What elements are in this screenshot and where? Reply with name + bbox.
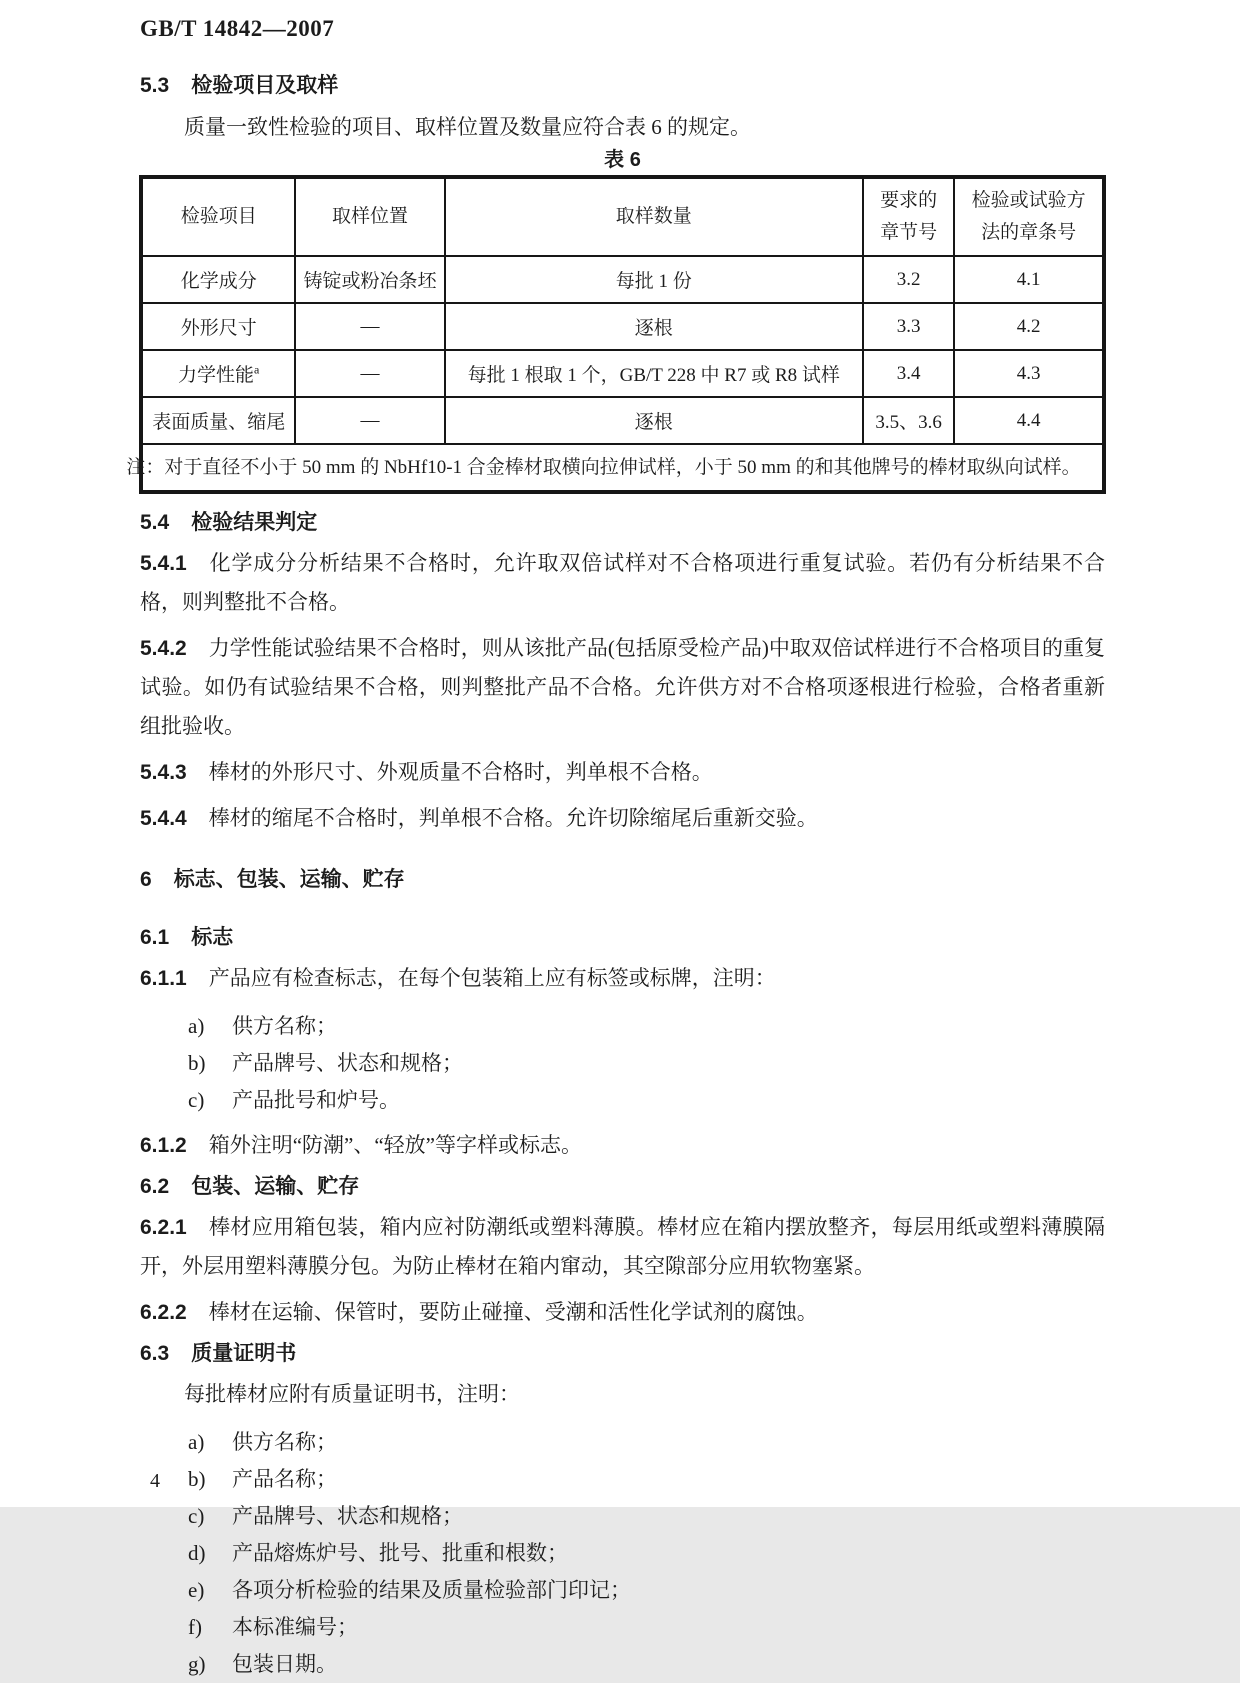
- list-label: e): [188, 1578, 205, 1602]
- list-label: a): [188, 1014, 205, 1038]
- clause-number: 6.1.1: [140, 967, 187, 990]
- cell-method: 4.3: [954, 350, 1103, 397]
- footnote-ref: a: [254, 362, 260, 377]
- clause-number: 5.4.3: [140, 761, 187, 784]
- cell-item: 力学性能$^a$: [142, 350, 296, 397]
- section-6-1-heading: [140, 924, 1105, 952]
- list-text: 产品名称；: [232, 1467, 337, 1491]
- table-caption: 表 6: [604, 149, 641, 171]
- page-number: 4: [150, 1470, 160, 1492]
- section-5-3-intro: 质量一致性检验的项目、取样位置及数量应符合表 6 的规定。: [184, 115, 751, 139]
- clause-number: 6.2: [140, 1175, 170, 1198]
- clause-text: 力学性能试验结果不合格时，则从该批产品(包括原受检产品)中取双倍试样进行不合格项目的重复试验。如仍有试验结果不合格，则判整批产品不合格。允许供方对不合格项逐根进行检验，合格者重新组批验收。: [140, 636, 1105, 738]
- clause-title: 检验结果判定: [191, 511, 318, 534]
- cell-requirement: 3.2: [863, 256, 954, 303]
- cell-quantity: 逐根: [445, 397, 863, 444]
- clause-text: 棒材在运输、保管时，要防止碰撞、受潮和活性化学试剂的腐蚀。: [208, 1300, 818, 1324]
- clause-5-4-2: [140, 629, 1105, 746]
- column-header-item: 检验项目: [142, 178, 296, 257]
- section-6-3-intro: 每批棒材应附有质量证明书，注明：: [184, 1382, 520, 1406]
- cell-method: 4.4: [954, 397, 1103, 444]
- column-header-requirement: 要求的 章节号: [863, 178, 954, 257]
- list-label: b): [188, 1051, 206, 1075]
- list-text: 本标准编号；: [232, 1615, 358, 1639]
- list-item: [140, 1609, 1105, 1646]
- list-item: [140, 1535, 1105, 1572]
- section-5-3-heading: [140, 72, 1105, 100]
- list-item: [140, 1461, 1105, 1498]
- clause-title: 包装、运输、贮存: [191, 1175, 360, 1198]
- list-label: c): [188, 1088, 205, 1112]
- list-item: [140, 1045, 1105, 1082]
- clause-text: 箱外注明“防潮”、“轻放”等字样或标志。: [208, 1133, 583, 1157]
- column-header-method: 检验或试验方 法的章条号: [954, 178, 1103, 257]
- list-label: b): [188, 1467, 206, 1491]
- table-row: [142, 350, 1104, 397]
- cell-location: —: [295, 397, 444, 444]
- clause-6-2-2: [140, 1293, 1105, 1332]
- list-text: 供方名称；: [232, 1014, 337, 1038]
- table-6: [126, 176, 1105, 493]
- list-label: c): [188, 1504, 205, 1528]
- list-text: 产品牌号、状态和规格；: [232, 1051, 463, 1075]
- clause-number: 5.3: [140, 74, 170, 97]
- table-row: [142, 397, 1104, 444]
- clause-5-4-3: [140, 753, 1105, 792]
- clause-title: 质量证明书: [191, 1342, 297, 1365]
- clause-5-4-1: [140, 544, 1105, 622]
- cell-method: 4.1: [954, 256, 1103, 303]
- clause-text: 棒材应用箱包装，箱内应衬防潮纸或塑料薄膜。棒材应在箱内摆放整齐，每层用纸或塑料薄膜隔开，外层用塑料薄膜分包。为防止棒材在箱内窜动，其空隙部分应用软物塞紧。: [140, 1215, 1105, 1278]
- clause-text: 产品应有检查标志，在每个包装箱上应有标签或标牌，注明：: [208, 966, 776, 990]
- list-item: [140, 1646, 1105, 1683]
- clause-number: 6.2.2: [140, 1301, 187, 1324]
- cell-location: —: [295, 303, 444, 350]
- clause-number: 6.1: [140, 926, 170, 949]
- clause-number: 5.4: [140, 511, 170, 534]
- cell-item: 化学成分: [142, 256, 296, 303]
- clause-6-2-1: [140, 1208, 1105, 1286]
- section-6-2-heading: [140, 1173, 1105, 1201]
- cell-quantity: 逐根: [445, 303, 863, 350]
- list-label: f): [188, 1615, 202, 1639]
- clause-5-4-4: [140, 799, 1105, 838]
- clause-number: 6.3: [140, 1342, 170, 1365]
- table-note-row: [142, 444, 1104, 492]
- list-text: 产品熔炼炉号、批号、批重和根数；: [232, 1541, 568, 1565]
- list-text: 供方名称；: [232, 1430, 337, 1454]
- cell-method: 4.2: [954, 303, 1103, 350]
- cell-location: 铸锭或粉冶条坯: [295, 256, 444, 303]
- list-text: 产品批号和炉号。: [232, 1088, 400, 1112]
- column-header-location: 取样位置: [295, 178, 444, 257]
- clause-number: 5.4.4: [140, 807, 187, 830]
- cell-item: 表面质量、缩尾: [142, 397, 296, 444]
- cell-quantity: 每批 1 根取 1 个，GB/T 228 中 R7 或 R8 试样: [445, 350, 863, 397]
- cell-requirement: 3.5、3.6: [863, 397, 954, 444]
- clause-text: 棒材的缩尾不合格时，判单根不合格。允许切除缩尾后重新交验。: [208, 806, 818, 830]
- list-text: 产品牌号、状态和规格；: [232, 1504, 463, 1528]
- cell-location: —: [295, 350, 444, 397]
- clause-number: 5.4.2: [140, 637, 187, 660]
- clause-title: 标志: [191, 926, 234, 949]
- list-item: [140, 1008, 1105, 1045]
- list-item: [140, 1082, 1105, 1119]
- list-text: 包装日期。: [232, 1652, 337, 1676]
- list-label: g): [188, 1652, 206, 1676]
- clause-6-1-1: [140, 959, 1105, 998]
- section-5-4-heading: [140, 509, 1105, 537]
- list-text: 各项分析检验的结果及质量检验部门印记；: [232, 1578, 631, 1602]
- cell-quantity: 每批 1 份: [445, 256, 863, 303]
- clause-title: 标志、包装、运输、贮存: [173, 868, 405, 891]
- list-label: d): [188, 1541, 206, 1565]
- clause-number: 5.4.1: [140, 552, 187, 575]
- clause-6-1-2: [140, 1126, 1105, 1165]
- standard-number: GB/T 14842—2007: [140, 16, 335, 41]
- section-6-heading: [140, 866, 1105, 894]
- cell-item: 外形尺寸: [142, 303, 296, 350]
- table-note: 注：对于直径不小于 50 mm 的 NbHf10-1 合金棒材取横向拉伸试样，小于 50 mm 的和其他牌号的棒材取纵向试样。: [142, 444, 1104, 492]
- cell-requirement: 3.4: [863, 350, 954, 397]
- table-row: [142, 256, 1104, 303]
- list-item: [140, 1572, 1105, 1609]
- clause-number: 6.1.2: [140, 1134, 187, 1157]
- clause-title: 检验项目及取样: [191, 74, 339, 97]
- clause-number: 6.2.1: [140, 1216, 187, 1239]
- clause-text: 棒材的外形尺寸、外观质量不合格时，判单根不合格。: [208, 760, 713, 784]
- table-row: [142, 303, 1104, 350]
- section-6-3-heading: [140, 1340, 1105, 1368]
- clause-text: 化学成分分析结果不合格时，允许取双倍试样对不合格项进行重复试验。若仍有分析结果不合格，则判整批不合格。: [140, 551, 1105, 614]
- table-header-row: [142, 178, 1104, 257]
- list-label: a): [188, 1430, 205, 1454]
- cell-requirement: 3.3: [863, 303, 954, 350]
- list-item: [140, 1498, 1105, 1535]
- column-header-quantity: 取样数量: [445, 178, 863, 257]
- list-item: [140, 1424, 1105, 1461]
- clause-number: 6: [140, 868, 152, 891]
